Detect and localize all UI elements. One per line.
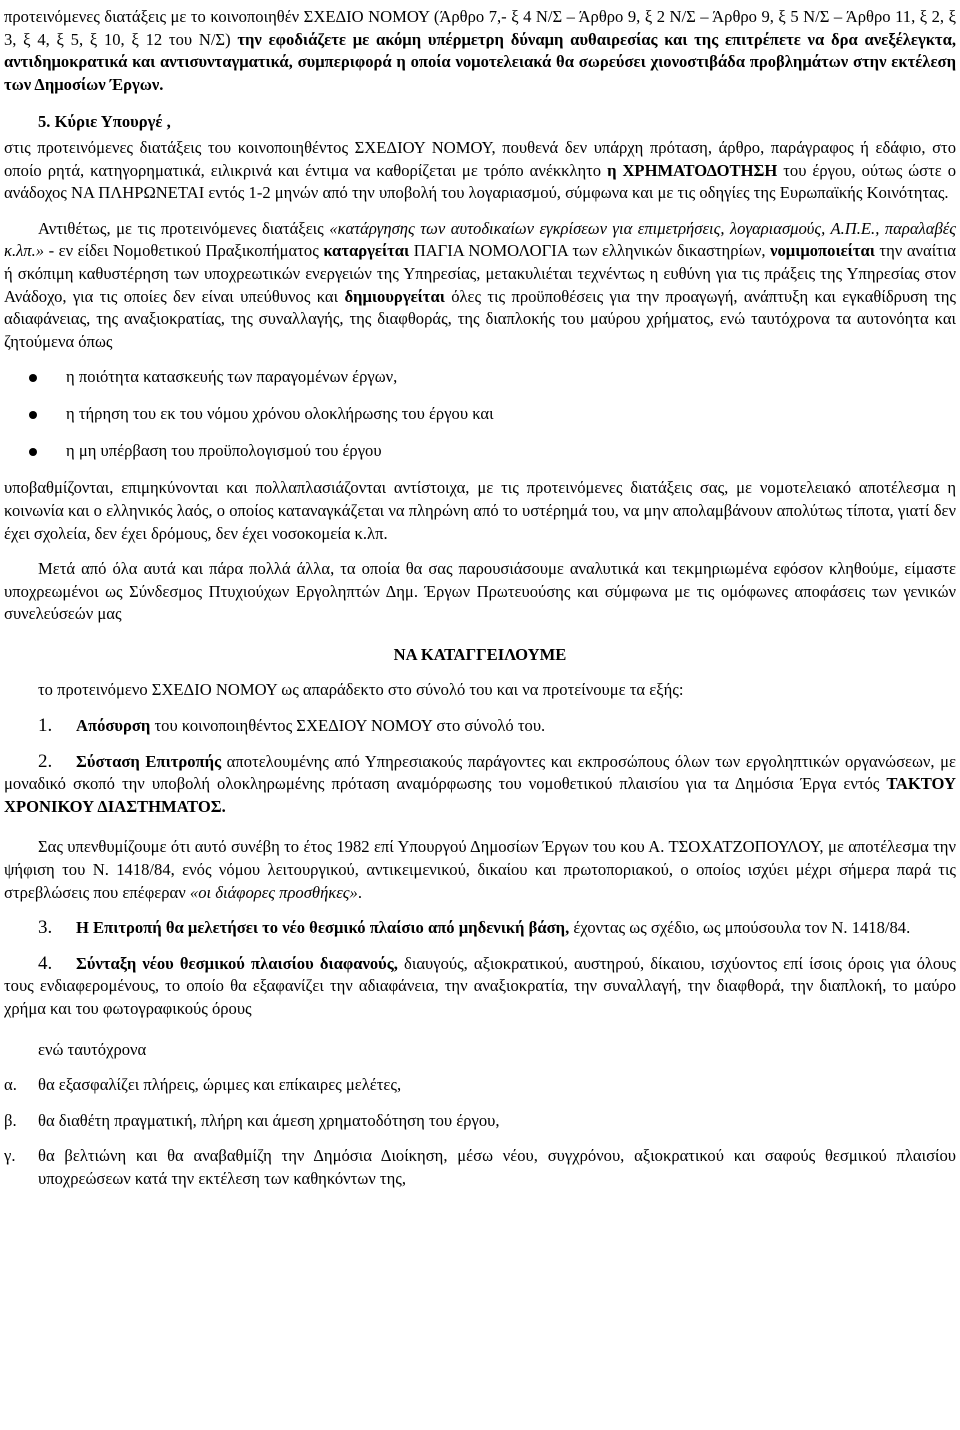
bullet-icon xyxy=(29,411,37,419)
numbered-item-2: 2. Σύσταση Επιτροπής αποτελουμένης από Υπηρεσιακούς παράγοντες και εκπροσώπους όλων των εργοληπτικών οργανώσεων, με μοναδικό σκοπό την υποβολή ολοκληρωμένης πρόταση αναμόρφωσης του νομοθετικού πλαισίου για τα Δημόσια Έργα εντός ΤΑΚΤΟΥ ΧΡΟΝΙΚΟΥ ΔΙΑΣΤΗΜΑΤΟΣ. xyxy=(4,750,957,816)
lettered-item-a: α. θα εξασφαλίζει πλήρεις, ώριμες και επίκαιρες μελέτες, xyxy=(4,1075,402,1095)
numbered-item-1: 1. Απόσυρση του κοινοποιηθέντος ΣΧΕΔΙΟΥ ΝΟΜΟΥ στο σύνολό του. xyxy=(38,715,546,737)
bullet-list xyxy=(4,366,956,477)
intro-bold-text: την εφοδιάζετε με ακόμη υπέρμετρη δύναμη αυθαιρεσίας και της επιτρέπετε να δρα ανεξέλεγκτα, αντιδημοκρατικά και αντισυνταγματικά, συμπεριφορά η οποία νομοτελειακά θα σωρεύσει χιονοστιβάδα προβλημάτων στην εκτέλεση των Δημοσίων Έργων. xyxy=(4,29,956,94)
numbered-item-4: 4. Σύνταξη νέου θεσμικού πλαισίου διαφανούς, διαυγούς, αξιοκρατικού, αυστηρού, δίκαιου, ισχύοντος επί ίσοις όροις για όλους τους ενδιαφερομένους, το οποίο θα εξαφανίζει την αδιαφάνεια, την αναξιοκρατία, την συναλλαγή, την διαφθορά, την διαπλοκή, το μαύρο χρήμα και του φωτογραφικούς όρους xyxy=(4,952,957,1018)
section5-paragraph-2: Αντιθέτως, με τις προτεινόμενες διατάξεις «κατάργησης των αυτοδικαίων εγκρίσεων για επιμετρήσεις, λογαριασμούς, Α.Π.Ε., παραλαβές κ.λπ.» - εν είδει Νομοθετικού Πραξικοπήματος καταργείται ΠΑΓΙΑ ΝΟΜΟΛΟΓΙΑ των ελληνικών δικαστηρίων, νομιμοποιείται την αναίτια ή σκόπιμη καθυστέρηση των υποχρεωτικών ενεργειών της Υπηρεσίας, μετακυλιέται τεχνέντως η ευθύνη για τις πράξεις της Υπηρεσίας στον Ανάδοχο, για τις οποίες δεν είναι υπεύθυνος και δημιουργείται όλες τις προϋποθέσεις για την προαγωγή, ανάπτυξη και εγκαθίδρυση της αδιαφάνειας, της αναξιοκρατίας, της συναλλαγής, της διαφθοράς, της διαπλοκής του μαύρου χρήματος, ενώ ταυτόχρονα τα αυτονόητα και ζητούμενα όπως xyxy=(4,218,957,351)
reminder-paragraph: Σας υπενθυμίζουμε ότι αυτό συνέβη το έτος 1982 επί Υπουργού Δημοσίων Έργων του κου Α. ΤΣΟΧΑΤΖΟΠΟΥΛΟΥ, με αποτέλεσμα την ψήφιση του Ν. 1418/84, ενός νόμου λειτουργικού, αντικειμενικού, δικαίου και πρωτοποριακού, ο οποίος ισχύει μέχρι σήμερα παρά τις στρεβλώσεις που επέφεραν «οι διάφορες προσθήκες». xyxy=(4,837,956,902)
section-heading: 5. Κύριε Υπουργέ , xyxy=(38,112,171,132)
association-paragraph: Μετά από όλα αυτά και πάρα πολλά άλλα, τα οποία θα σας παρουσιάσουμε αναλυτικά και τεκμηριωμένα εφόσον κληθούμε, είμαστε υποχρεωμένοι ως Σύνδεσμος Πτυχιούχων Εργοληπτών Δημ. Έργων Πρωτευούσης και σύμφωνα με τις ομόφωνες αποφάσεις των γενικών συνελεύσεών μας xyxy=(4,559,956,624)
bullet-icon xyxy=(29,448,37,456)
lettered-item-c: γ. θα βελτιώνη και θα αναβαθμίζη την Δημόσια Διοίκηση, μέσω νέου, συγχρόνου, αξιοκρατικού και σαφούς θεσμικού πλαισίου υποχρεώσεων κατά την εκτέλεση των καθηκόντων της, xyxy=(4,1146,956,1188)
document-title: ΝΑ ΚΑΤΑΓΓΕΙΛΟΥΜΕ xyxy=(393,644,567,664)
proposal-intro: το προτεινόμενο ΣΧΕΔΙΟ ΝΟΜΟΥ ως απαράδεκτο στο σύνολό του και να προτείνουμε τα εξής: xyxy=(38,680,684,700)
after-bullets-paragraph: υποβαθμίζονται, επιμηκύνονται και πολλαπλασιάζονται αντίστοιχα, με τις προτεινόμενες διατάξεις σας, με νομοτελειακό αποτέλεσμα η κοινωνία και ο ελληνικός λαός, ο οποίος καταναγκάζεται να πληρώνη από το υστέρημά του, να μην απολαμβάνουν απολύτως τίποτα, γιατί δεν έχει σχολεία, δεν έχει δρόμους, δεν έχει νοσοκομεία κ.λπ. xyxy=(4,478,956,543)
list-item: η μη υπέρβαση του προϋπολογισμού του έργου xyxy=(4,440,956,477)
list-item: η τήρηση του εκ του νόμου χρόνου ολοκλήρωσης του έργου και xyxy=(4,403,956,440)
while-text: ενώ ταυτόχρονα xyxy=(38,1039,147,1059)
list-item: η ποιότητα κατασκευής των παραγομένων έργων, xyxy=(4,366,956,403)
numbered-item-3: 3. Η Επιτροπή θα μελετήσει το νέο θεσμικό πλαίσιο από μηδενική βάση, έχοντας ως σχέδιο, ως μπούσουλα τον Ν. 1418/84. xyxy=(38,917,911,939)
bullet-icon xyxy=(29,374,37,382)
lettered-item-b: β. θα διαθέτη πραγματική, πλήρη και άμεση χρηματοδότηση του έργου, xyxy=(4,1110,500,1130)
intro-paragraph: προτεινόμενες διατάξεις με το κοινοποιηθέν ΣΧΕΔΙΟ ΝΟΜΟΥ (Άρθρο 7,- ξ 4 Ν/Σ – Άρθρο 9, ξ 2 Ν/Σ – Άρθρο 9, ξ 5 Ν/Σ – Άρθρο 11, ξ 2, ξ 3, ξ 4, ξ 5, ξ 10, ξ 12 του Ν/Σ) την εφοδιάζετε με ακόμη υπέρμετρη δύναμη αυθαιρεσίας και της επιτρέπετε να δρα ανεξέλεγκτα, αντιδημοκρατικά και αντισυνταγματικά, συμπεριφορά η οποία νομοτελειακά θα σωρεύσει χιονοστιβάδα προβλημάτων στην εκτέλεση των Δημοσίων Έργων. xyxy=(4,7,956,94)
section5-paragraph-1: στις προτεινόμενες διατάξεις του κοινοποιηθέντος ΣΧΕΔΙΟΥ ΝΟΜΟΥ, πουθενά δεν υπάρχη πρόταση, άρθρο, παράγραφος ή εδάφιο, στο οποίο ρητά, κατηγορηματικά, ειλικρινά και έντιμα να καθορίζεται με τρόπο ανέκκλητο η ΧΡΗΜΑΤΟΔΟΤΗΣΗ του έργου, ούτως ώστε ο ανάδοχος ΝΑ ΠΛΗΡΩΝΕΤΑΙ εντός 1-2 μηνών από την υποβολή του λογαριασμού, σύμφωνα και με τις οδηγίες της Ευρωπαϊκής Κοινότητας. xyxy=(4,137,956,203)
